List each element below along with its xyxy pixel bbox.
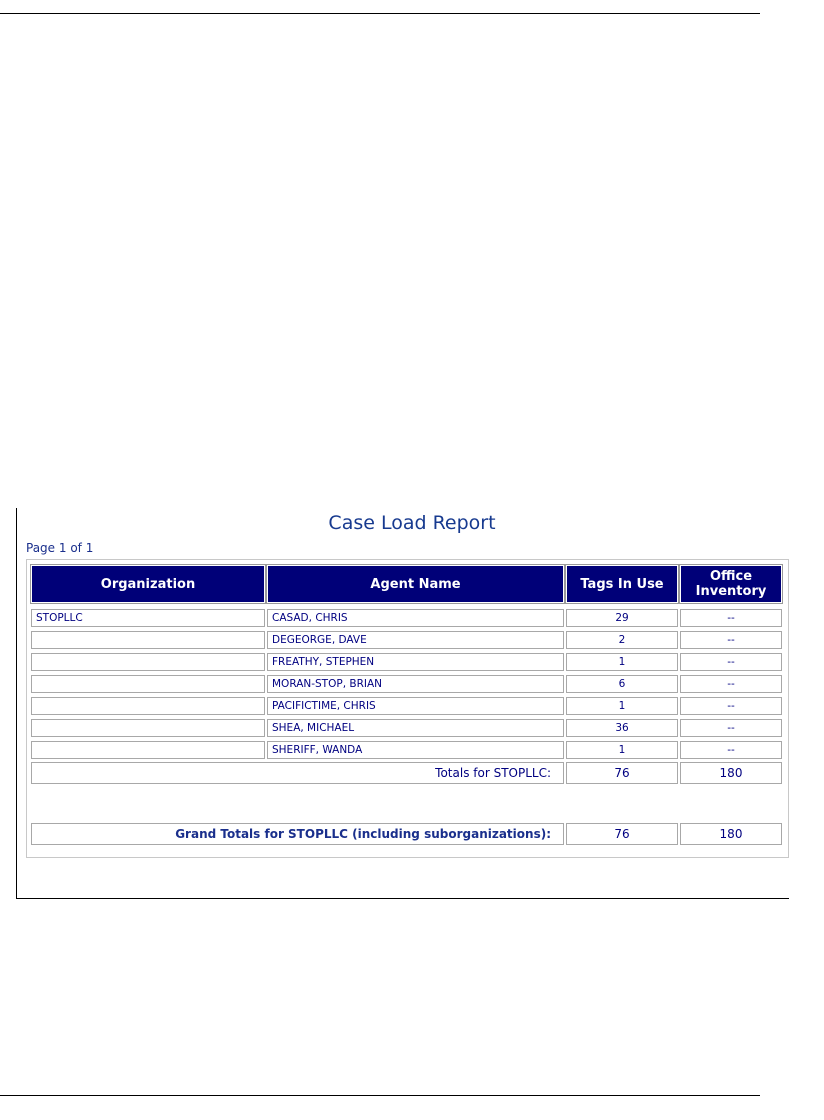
row-inventory-cell: -- — [680, 653, 782, 671]
totals-label: Totals for STOPLLC: — [31, 762, 564, 784]
row-inventory-cell: -- — [680, 741, 782, 759]
column-header-office-inventory-line2: Inventory — [695, 584, 767, 599]
grand-totals-inventory-cell: 180 — [680, 823, 782, 845]
totals-inventory-cell: 180 — [680, 762, 782, 784]
row-tags-cell: 1 — [566, 697, 678, 715]
row-organization-cell — [31, 675, 265, 693]
row-agent-cell: SHEA, MICHAEL — [267, 719, 564, 737]
grand-totals-tags-cell: 76 — [566, 823, 678, 845]
column-header-office-inventory-line1: Office — [709, 569, 753, 584]
column-header-tags-in-use-label: Tags In Use — [580, 576, 664, 592]
page-indicator: Page 1 of 1 — [26, 541, 94, 555]
row-tags-cell: 1 — [566, 741, 678, 759]
row-tags-cell: 2 — [566, 631, 678, 649]
row-agent-cell: FREATHY, STEPHEN — [267, 653, 564, 671]
column-header-tags-in-use — [566, 565, 678, 603]
report-title: Case Load Report — [328, 512, 496, 534]
row-organization-cell — [31, 697, 265, 715]
row-organization-cell — [31, 631, 265, 649]
row-agent-cell: PACIFICTIME, CHRIS — [267, 697, 564, 715]
grand-totals-label: Grand Totals for STOPLLC (including suborganizations): — [31, 823, 564, 845]
row-agent-cell: CASAD, CHRIS — [267, 609, 564, 627]
report-frame — [16, 508, 789, 899]
report-table — [26, 559, 789, 858]
row-tags-cell: 1 — [566, 653, 678, 671]
row-inventory-cell: -- — [680, 609, 782, 627]
row-inventory-cell: -- — [680, 719, 782, 737]
row-agent-cell: DEGEORGE, DAVE — [267, 631, 564, 649]
row-organization-cell — [31, 653, 265, 671]
column-header-agent-name-label: Agent Name — [370, 576, 461, 592]
column-header-office-inventory — [680, 565, 782, 603]
top-page-rule — [0, 13, 760, 14]
row-tags-cell: 29 — [566, 609, 678, 627]
bottom-page-rule — [0, 1095, 760, 1096]
row-agent-cell: MORAN-STOP, BRIAN — [267, 675, 564, 693]
row-agent-cell: SHERIFF, WANDA — [267, 741, 564, 759]
row-inventory-cell: -- — [680, 697, 782, 715]
row-organization-cell — [31, 719, 265, 737]
totals-tags-cell: 76 — [566, 762, 678, 784]
row-inventory-cell: -- — [680, 631, 782, 649]
column-header-agent-name — [267, 565, 564, 603]
column-header-organization-label: Organization — [100, 576, 196, 592]
row-inventory-cell: -- — [680, 675, 782, 693]
row-organization-cell: STOPLLC — [31, 609, 265, 627]
row-tags-cell: 6 — [566, 675, 678, 693]
row-tags-cell: 36 — [566, 719, 678, 737]
column-header-organization — [31, 565, 265, 603]
row-organization-cell — [31, 741, 265, 759]
